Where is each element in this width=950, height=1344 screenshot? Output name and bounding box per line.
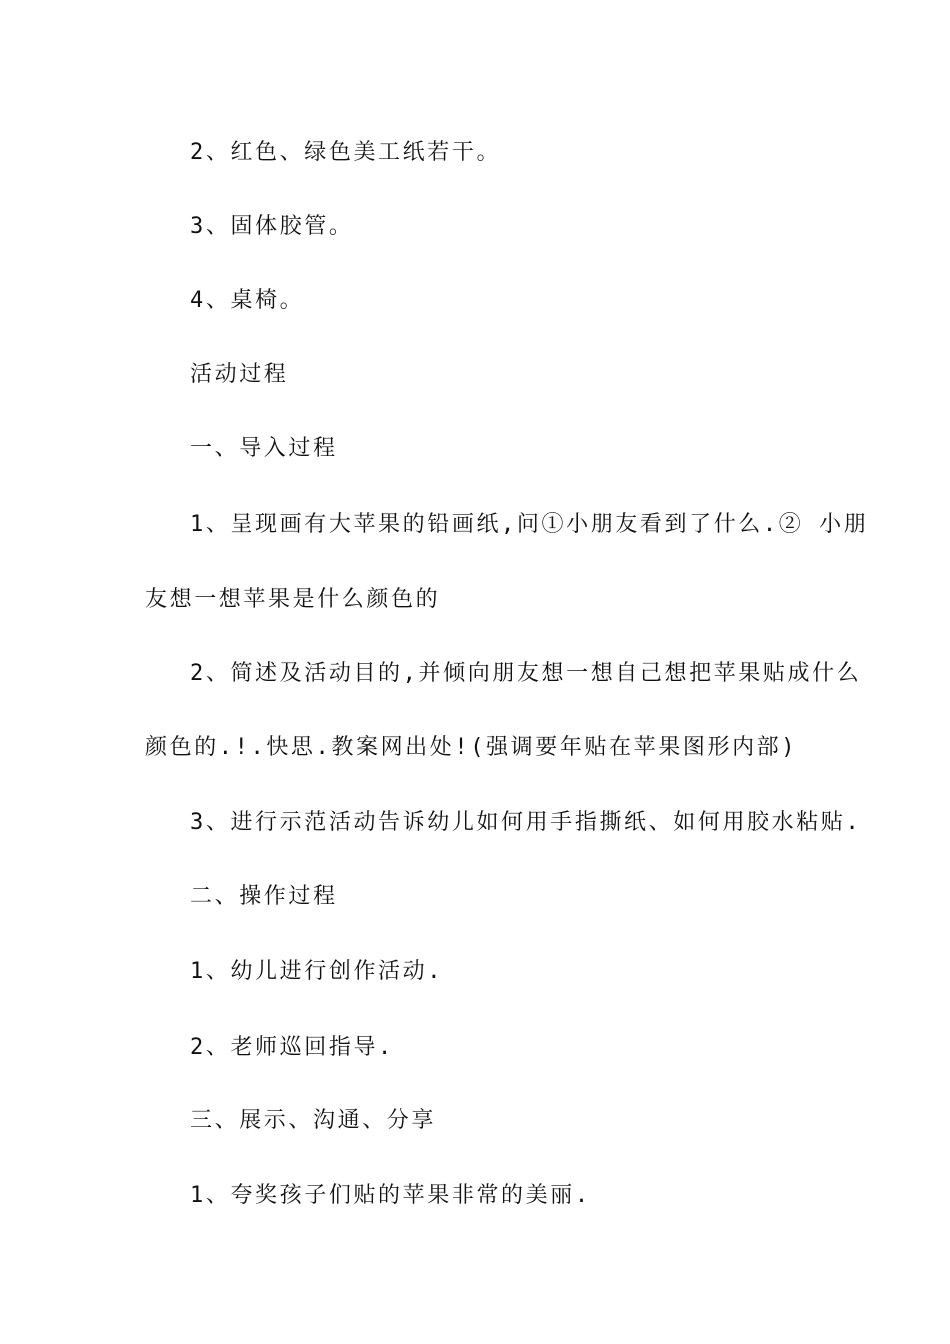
intro-step-2-line-1: 2、简述及活动目的,并倾向朋友想一想自己想把苹果贴成什么 bbox=[190, 661, 862, 686]
intro-step-1-line-2: 友想一想苹果是什么颜色的 bbox=[145, 587, 441, 612]
share-step-1: 1、夸奖孩子们贴的苹果非常的美丽. bbox=[190, 1183, 591, 1208]
section-heading-activity-process: 活动过程 bbox=[190, 362, 289, 387]
intro-step-2-line-2: 颜色的.!.快思.教案网出处!(强调要年贴在苹果图形内部) bbox=[145, 735, 798, 760]
operation-step-1: 1、幼儿进行创作活动. bbox=[190, 959, 444, 984]
operation-step-2: 2、老师巡回指导. bbox=[190, 1035, 394, 1060]
intro-step-3: 3、进行示范活动告诉幼儿如何用手指撕纸、如何用胶水粘贴. bbox=[190, 810, 862, 835]
materials-item-3: 3、固体胶管。 bbox=[190, 214, 354, 239]
subsection-heading-share: 三、展示、沟通、分享 bbox=[190, 1108, 437, 1133]
materials-item-2: 2、红色、绿色美工纸若干。 bbox=[190, 140, 502, 165]
subsection-heading-introduction: 一、导入过程 bbox=[190, 436, 338, 461]
materials-item-4: 4、桌椅。 bbox=[190, 288, 305, 313]
subsection-heading-operation: 二、操作过程 bbox=[190, 884, 338, 909]
intro-step-1-line-1: 1、呈现画有大苹果的铅画纸,问①小朋友看到了什么.② 小朋 bbox=[190, 512, 869, 537]
